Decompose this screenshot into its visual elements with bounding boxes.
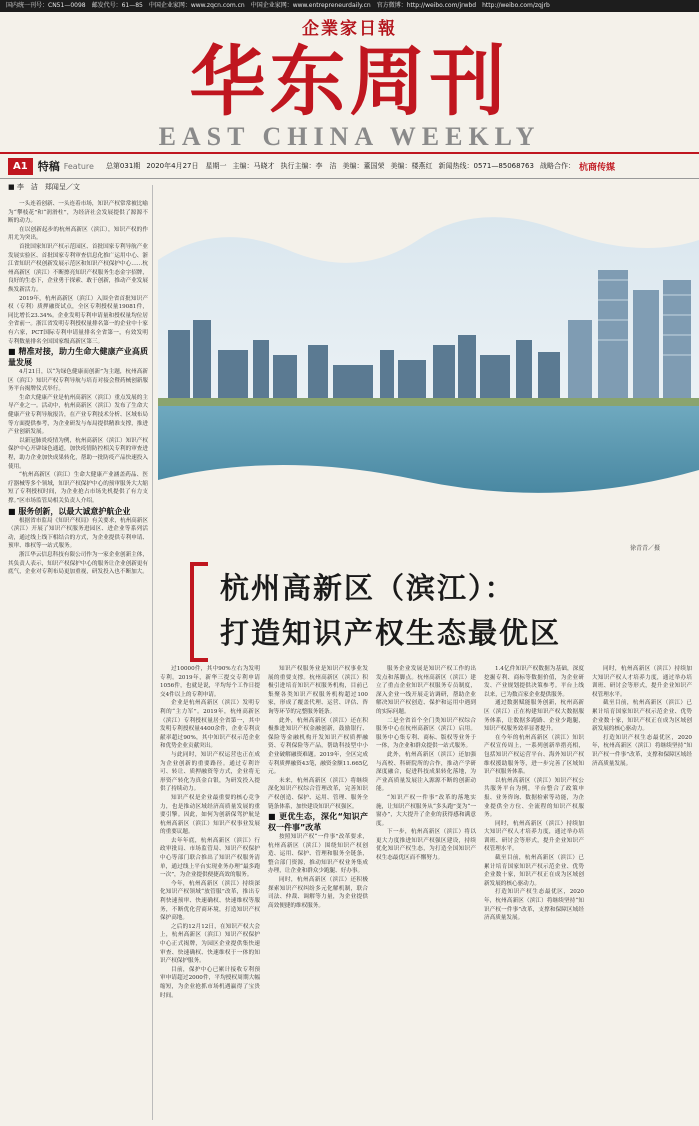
paragraph: 在今年的杭州高新区（滨江）知识产权宣传周上，一系列创新举措亮相，包括知识产权运营平台、海外知识产权维权援助服务等，进一步完善了区域知识产权服务体系。 <box>484 734 584 776</box>
paragraph: 通过数据赋能服务创新，杭州高新区（滨江）正在构建知识产权大数据服务体系，让数据多跑路、企业少跑腿，知识产权服务效率显著提升。 <box>484 700 584 733</box>
article-column-6 <box>592 665 692 1120</box>
partner-label: 战略合作： <box>539 162 575 170</box>
paragraph: 知识产权服务业是知识产权事业发展的重要支撑。杭州高新区（滨江）积极引进培育知识产权服务机构，目前已集聚各类知识产权服务机构超过100家，形成了覆盖代理、运营、评估、咨询等环节的完整服务链条。 <box>268 666 368 715</box>
paragraph: 以新冠肺炎疫情为例，杭州高新区（滨江）知识产权保护中心开辟绿色通道，加快疫情防控相关专利的审查进程，助力企业加快成果转化，帮助一批防疫产品快速投入使用。 <box>8 437 148 470</box>
subheading: ■ 精准对接，助力生命大健康产业高质量发展 <box>8 347 148 368</box>
headline-line-2: 打造知识产权生态最优区 <box>220 616 562 650</box>
paragraph: 生命大健康产业是杭州高新区（滨江）重点发展的主导产业之一。活动中，杭州高新区（滨江）发布了生命大健康产业专利导航报告，在产业专利技术分析、区域布局等方面提供参考，为企业研发与布局提供精准支撑，推进产业创新发展。 <box>8 394 148 436</box>
designer: 美编：董国荣 <box>342 162 385 170</box>
paragraph: 下一步，杭州高新区（滨江）将以更大力度推进知识产权强区建设，持续优化知识产权生态，为打造全国知识产权生态最优区而不懈努力。 <box>376 829 476 862</box>
article-column-4 <box>376 665 476 1120</box>
issue-info-bar <box>0 152 699 179</box>
subheading: ■ 服务创新，以最大诚意护航企业 <box>8 506 131 516</box>
layout-editor: 美编：楼燕红 <box>390 162 433 170</box>
paragraph: 同时，杭州高新区（滨江）还积极探索知识产权纠纷多元化解机制，联合司法、仲裁、调解等力量，为企业提供高效便捷的维权服务。 <box>268 877 368 909</box>
issue-date: 2020年4月27日 星期一 <box>146 162 227 170</box>
paragraph: 之后的12月12日，在知识产权大会上，杭州高新区（滨江）知识产权保护中心正式揭牌，为园区企业提供集快速审查、快速确权、快速维权于一体的知识产权保护服务。 <box>160 923 260 965</box>
paragraph: 首批国家知识产权示范园区、首批国家专利导航产业发展实验区、首批国家专利审查信息化推广运用中心、浙江省知识产权创新发展示范区和知识产权保护中心……杭州高新区（滨江）不断擦亮知识产权服务生态金字招牌，良好的生态下，企业勇于探索、敢于创新，推动产业发展焕发新活力。 <box>8 243 148 293</box>
paragraph: 以杭州高新区（滨江）知识产权公共服务平台为例，平台整合了政策申报、业务咨询、数据检索等功能，为企业提供全方位、全流程的知识产权服务。 <box>484 777 584 819</box>
paragraph: 同时，杭州高新区（滨江）持续加大知识产权人才培养力度，通过举办培训班、研讨会等形式，提升企业知识产权管理水平。 <box>592 666 692 698</box>
photo-credit: 徐青青／摄 <box>630 545 661 552</box>
top-info-bar <box>0 0 699 12</box>
headline-line-1: 杭州高新区（滨江）： <box>220 571 516 605</box>
weekly-title: 华东周刊 <box>189 37 510 126</box>
exec-editor: 执行主编：李 洁 <box>280 162 337 170</box>
paragraph: 二是全省首个全门类知识产权综合服务中心在杭州高新区（滨江）启用。服务中心集专利、商标、版权等业务于一体，为企业和群众提供一站式服务。 <box>376 717 476 750</box>
column-divider <box>152 185 153 1120</box>
paragraph: 今年，杭州高新区（滨江）持续深化知识产权领域“放管服”改革，推出专利快速预审、快速确权、快速维权等服务，不断优化营商环境，打造知识产权保护高地。 <box>160 880 260 922</box>
main-headline <box>190 562 690 658</box>
masthead <box>0 12 699 150</box>
paragraph: 企业是杭州高新区（滨江）发明专利的“主力军”。2019年，杭州高新区（滨江）专利授权量居全省第一，其中发明专利授权量4400余件，企业专利贡献率超过90%，其中知识产权示范企业和优势企业贡献突出。 <box>160 700 260 750</box>
paragraph: “杭州高新区（滨江）生命大健康产业涵盖药品、医疗器械等多个领域，知识产权保护中心的预审服务大大缩短了专利授权时间，为企业抢占市场先机提供了有力支撑。”区市场监管局相关负责人介绍。 <box>8 472 148 504</box>
paragraph: 一头连着创新、一头连着市场，知识产权常常被比喻为“攀枝花”和“润滑柱”，为经济社会发展提供了源源不断的动力。 <box>8 201 148 225</box>
article-column-2 <box>160 665 260 1120</box>
paragraph: 2019年，杭州高新区（滨江）入围全省首批知识产权（专利）质押融资试点，全区专利授权量19081件，同比增长23.34%。企业发明专利申请量和授权量均位居全省前一。浙江省发明专利授权量排名第一的企业中十家有六家，PCT国际专利申请量排名全省第一，有效发明专利数量排名全国国家级高新区第三。 <box>8 295 148 345</box>
paragraph: 与此同时，知识产权运营也正在成为企业创新的重要路径。通过专利许可、转让、质押融资等方式，企业将无形资产转化为真金白银，为研发投入提供了持续动力。 <box>160 751 260 793</box>
article-column-3 <box>268 665 368 1120</box>
headline-bracket <box>190 562 208 662</box>
paragraph: 过10000件，其中90%左右为发明专利。2019年，新华三提交专利申请1056件，也就是说，平均每个工作日提交4件以上的专利申请。 <box>160 666 260 698</box>
paragraph: 此外，杭州高新区（滨江）还在积极推进知识产权金融创新，鼓励银行、保险等金融机构开发知识产权质押融资、专利保险等产品，帮助科技型中小企业破解融资难题。2019年，全区完成专利质押融资43笔，融资金额11.665亿元。 <box>268 717 368 776</box>
paragraph: 浙江华云信息科技有限公司作为一家企业创新主体，其负责人表示，知识产权保护中心的服务让企业创新更有底气，企业对专利布局更加重视，研发投入也不断加大。 <box>8 551 148 576</box>
paragraph: 4月21日，以“为绿色健康而创新”为主题，杭州高新区（滨江）知识产权专利导航与培育对接会暨药械创新服务平台揭牌仪式举行。 <box>8 369 148 393</box>
partner-logo: 杭商传媒 <box>578 162 615 173</box>
paragraph: 服务企业发展是知识产权工作的出发点和落脚点。杭州高新区（滨江）建立了重点企业知识产权服务专员制度，深入企业一线开展走访调研，帮助企业解决知识产权创造、保护和运用中遇到的实际问题。 <box>376 666 476 715</box>
subheading: ■ 更优生态，深化“知识产权一件事”改革 <box>268 812 368 833</box>
paragraph: 去年年底，杭州高新区（滨江）行政审批局、市场监管局、知识产权保护中心等部门联合推出了知识产权服务清单，通过线上平台实现业务办理“最多跑一次”，为企业提供便捷高效的服务。 <box>160 837 260 879</box>
paragraph: 按照知识产权“一件事”改革要求，杭州高新区（滨江）围绕知识产权创造、运用、保护、管理和服务全链条，整合部门资源，推动知识产权业务集成办理，让企业和群众少跑腿、好办事。 <box>268 834 368 875</box>
paragraph: 根据省市监局《知识产权局》有关要求，杭州高新区（滨江）开展了知识产权服务进园区、进企业等系列活动，通过线上线下相结合的方式，为企业提供专利申请、预审、维权等一站式服务。 <box>8 517 148 550</box>
paragraph: 打造知识产权生态最优区，2020年，杭州高新区（滨江）将继续坚持“知识产权一件事”改革，支撑和保障区域经济高质量发展。 <box>592 734 692 767</box>
paragraph: 同时，杭州高新区（滨江）持续加大知识产权人才培养力度，通过举办培训班、研讨会等形式，提升企业知识产权管理水平。 <box>484 820 584 853</box>
newspaper-brand: 企業家日報 <box>302 19 397 39</box>
paragraph: 知识产权是企业最重要的核心竞争力，也是推动区域经济高质量发展的重要引擎。因此，如何为创新保驾护航是杭州高新区（滨江）知识产权事业发展的重要议题。 <box>160 794 260 836</box>
article-column-1 <box>8 200 148 1120</box>
paragraph: 目前，保护中心已累计接收专利预审申请超过2000件，平均授权周期大幅缩短，为企业抢抓市场机遇赢得了宝贵时间。 <box>160 966 260 999</box>
paragraph: 1.4亿件知识产权数据为基础，深度挖掘专利、商标等数据价值，为企业研发、产业规划提供决策参考。平台上线以来，已为数百家企业提供服务。 <box>484 666 584 698</box>
article-column-5 <box>484 665 584 1120</box>
news-hotline: 新闻热线：0571—85068763 <box>438 162 534 170</box>
paragraph: “知识产权一件事”改革的落地实施，让知识产权服务从“多头跑”变为“一窗办”，大大提升了企业的获得感和满意度。 <box>376 794 476 827</box>
chief-editor: 主编：马晓才 <box>232 162 275 170</box>
page-number: A1 <box>8 158 33 175</box>
weekly-title-en: EAST CHINA WEEKLY <box>158 122 541 151</box>
paragraph: 在以创新起步的杭州高新区（滨江），知识产权的作用尤为突出。 <box>8 226 148 242</box>
issue-number: 总第031期 <box>105 162 141 170</box>
paragraph: 截至目前，杭州高新区（滨江）已累计培育国家知识产权示范企业、优势企业数十家，知识产权正在成为区域创新发展的核心驱动力。 <box>484 855 584 887</box>
paragraph: 未来，杭州高新区（滨江）将继续深化知识产权综合管理改革，完善知识产权创造、保护、运用、管理、服务全链条体系，加快建设知识产权强区。 <box>268 777 368 810</box>
paragraph: 截至目前，杭州高新区（滨江）已累计培育国家知识产权示范企业、优势企业数十家，知识产权正在成为区域创新发展的核心驱动力。 <box>592 700 692 733</box>
skyline-illustration <box>158 180 699 540</box>
top-info-text: 国内统一刊号：CN51—0098 邮发代号：61—85 中国企业家网：www.zqcn.com.cn 中国企业家网：www.entrepreneurdaily.cn 官方微博：http://weibo.com/jrwbd http://weibo.com/zqjrb <box>6 2 550 9</box>
section-title: 特稿 <box>37 160 60 173</box>
paragraph: 此外，杭州高新区（滨江）还加强与高校、科研院所的合作，推动产学研深度融合，促进科技成果转化落地，为产业高质量发展注入源源不断的创新动能。 <box>376 751 476 793</box>
paragraph: 打造知识产权生态最优区，2020年，杭州高新区（滨江）将继续坚持“知识产权一件事”改革，支撑和保障区域经济高质量发展。 <box>484 889 584 922</box>
section-title-en: Feature <box>63 161 94 171</box>
byline: ■ 李 洁 郑闻呈／文 <box>8 183 80 191</box>
city-skyline-photo <box>158 180 699 540</box>
